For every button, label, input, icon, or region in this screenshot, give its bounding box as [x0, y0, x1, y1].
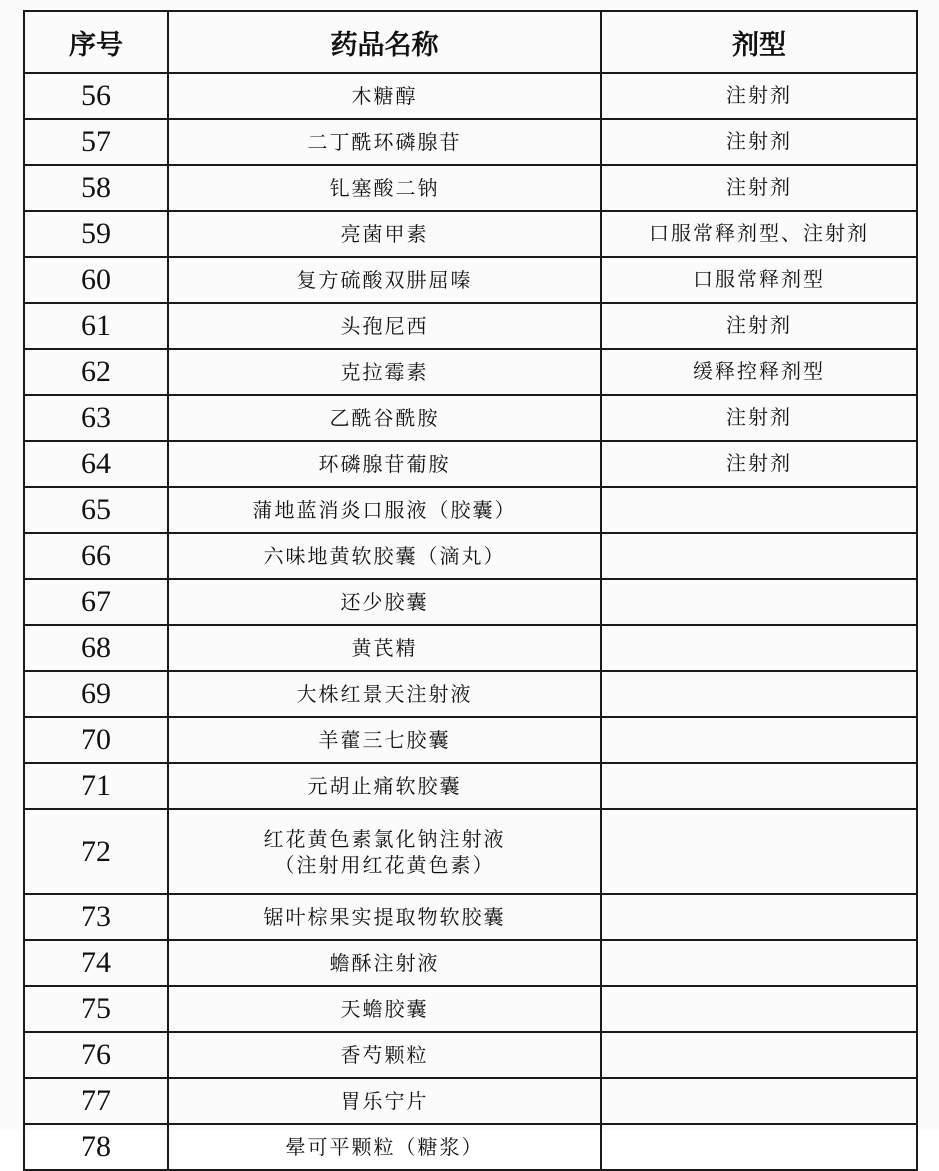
drug-name-line: 大株红景天注射液 [296, 682, 473, 706]
header-dosage-form: 剂型 [601, 11, 917, 73]
row-index: 77 [24, 1078, 168, 1124]
table-row [24, 717, 917, 763]
row-dosage-form [601, 717, 917, 763]
drug-name-line: 元胡止痛软胶囊 [307, 774, 462, 798]
row-dosage-form: 注射剂 [601, 395, 917, 441]
table-row [24, 809, 917, 894]
row-drug-name [168, 671, 601, 717]
row-dosage-form [601, 625, 917, 671]
row-drug-name [168, 1078, 601, 1124]
table-row [24, 395, 917, 441]
row-index: 63 [24, 395, 168, 441]
row-dosage-form: 注射剂 [601, 165, 917, 211]
row-index: 62 [24, 349, 168, 395]
table-row [24, 119, 917, 165]
row-index: 73 [24, 894, 168, 940]
row-dosage-form [601, 940, 917, 986]
drug-name-line: 钆塞酸二钠 [329, 176, 440, 200]
table-row [24, 165, 917, 211]
row-drug-name [168, 533, 601, 579]
table-row [24, 986, 917, 1032]
row-dosage-form [601, 1124, 917, 1170]
row-index: 57 [24, 119, 168, 165]
row-index: 78 [24, 1124, 168, 1170]
row-drug-name [168, 441, 601, 487]
row-index: 64 [24, 441, 168, 487]
row-drug-name [168, 986, 601, 1032]
drug-name-line: 锯叶棕果实提取物软胶囊 [263, 905, 506, 929]
row-drug-name [168, 894, 601, 940]
row-dosage-form [601, 579, 917, 625]
row-dosage-form: 注射剂 [601, 119, 917, 165]
row-drug-name [168, 257, 601, 303]
row-index: 74 [24, 940, 168, 986]
table-row [24, 894, 917, 940]
row-dosage-form [601, 671, 917, 717]
table-row [24, 763, 917, 809]
row-dosage-form [601, 763, 917, 809]
row-dosage-form [601, 986, 917, 1032]
row-drug-name [168, 395, 601, 441]
header-drug-name: 药品名称 [168, 11, 601, 73]
header-index: 序号 [24, 11, 168, 73]
table-row [24, 257, 917, 303]
row-index: 76 [24, 1032, 168, 1078]
drug-name-line: 蒲地蓝消炎口服液（胶囊） [252, 498, 517, 522]
row-dosage-form [601, 894, 917, 940]
drug-name-line: 六味地黄软胶囊（滴丸） [263, 544, 506, 568]
drug-name-line: 香芍颗粒 [340, 1043, 429, 1067]
row-index: 71 [24, 763, 168, 809]
drug-name-line: 木糖醇 [351, 84, 418, 108]
table-row [24, 487, 917, 533]
drug-name-line: 蟾酥注射液 [329, 951, 440, 975]
drug-name-line: 红花黄色素氯化钠注射液 [263, 826, 506, 851]
row-index: 60 [24, 257, 168, 303]
table-row [24, 303, 917, 349]
row-index: 72 [24, 809, 168, 894]
row-drug-name [168, 211, 601, 257]
row-dosage-form [601, 809, 917, 894]
row-dosage-form [601, 1032, 917, 1078]
row-drug-name [168, 73, 601, 119]
drug-name-line: 胃乐宁片 [340, 1089, 429, 1113]
row-index: 68 [24, 625, 168, 671]
row-drug-name [168, 303, 601, 349]
table-row [24, 1032, 917, 1078]
row-drug-name [168, 763, 601, 809]
table-row [24, 625, 917, 671]
table-header-row [24, 11, 917, 73]
drug-name-line: 复方硫酸双肼屈嗪 [296, 268, 473, 292]
row-dosage-form: 注射剂 [601, 441, 917, 487]
drug-name-line: 环磷腺苷葡胺 [318, 452, 451, 476]
row-index: 75 [24, 986, 168, 1032]
row-dosage-form [601, 1078, 917, 1124]
row-dosage-form [601, 533, 917, 579]
row-index: 69 [24, 671, 168, 717]
table-row [24, 579, 917, 625]
row-index: 66 [24, 533, 168, 579]
row-dosage-form: 注射剂 [601, 73, 917, 119]
row-dosage-form: 注射剂 [601, 303, 917, 349]
row-dosage-form: 口服常释剂型、注射剂 [601, 211, 917, 257]
row-dosage-form [601, 487, 917, 533]
drug-name-line: 二丁酰环磷腺苷 [307, 130, 462, 154]
row-index: 59 [24, 211, 168, 257]
row-drug-name [168, 809, 601, 894]
row-drug-name [168, 349, 601, 395]
drug-name-line: （注射用红花黄色素） [274, 852, 495, 877]
drug-name-line: 还少胶囊 [340, 590, 429, 614]
drug-name-line: 黄芪精 [351, 636, 418, 660]
table-row [24, 533, 917, 579]
drug-name-line: 晕可平颗粒（糖浆） [285, 1135, 484, 1159]
row-drug-name [168, 1124, 601, 1170]
table-body [24, 73, 917, 1170]
drug-name-line: 羊藿三七胶囊 [318, 728, 451, 752]
table-row [24, 940, 917, 986]
drug-name-line: 乙酰谷酰胺 [329, 406, 440, 430]
row-index: 58 [24, 165, 168, 211]
row-drug-name [168, 717, 601, 763]
row-drug-name [168, 119, 601, 165]
drug-name-line: 头孢尼西 [340, 314, 429, 338]
row-dosage-form: 缓释控释剂型 [601, 349, 917, 395]
row-index: 65 [24, 487, 168, 533]
drug-name-line: 亮菌甲素 [340, 222, 429, 246]
row-index: 67 [24, 579, 168, 625]
table-row [24, 349, 917, 395]
table-row [24, 211, 917, 257]
row-drug-name [168, 579, 601, 625]
table-row [24, 1124, 917, 1170]
table-row [24, 1078, 917, 1124]
table-row [24, 73, 917, 119]
row-drug-name [168, 165, 601, 211]
table-row [24, 441, 917, 487]
row-index: 70 [24, 717, 168, 763]
drug-name-line: 天蟾胶囊 [340, 997, 429, 1021]
row-index: 61 [24, 303, 168, 349]
drug-list-table [23, 10, 918, 1171]
row-drug-name [168, 625, 601, 671]
row-drug-name [168, 1032, 601, 1078]
row-drug-name [168, 487, 601, 533]
row-index: 56 [24, 73, 168, 119]
drug-name-line: 克拉霉素 [340, 360, 429, 384]
table-row [24, 671, 917, 717]
row-dosage-form: 口服常释剂型 [601, 257, 917, 303]
row-drug-name [168, 940, 601, 986]
